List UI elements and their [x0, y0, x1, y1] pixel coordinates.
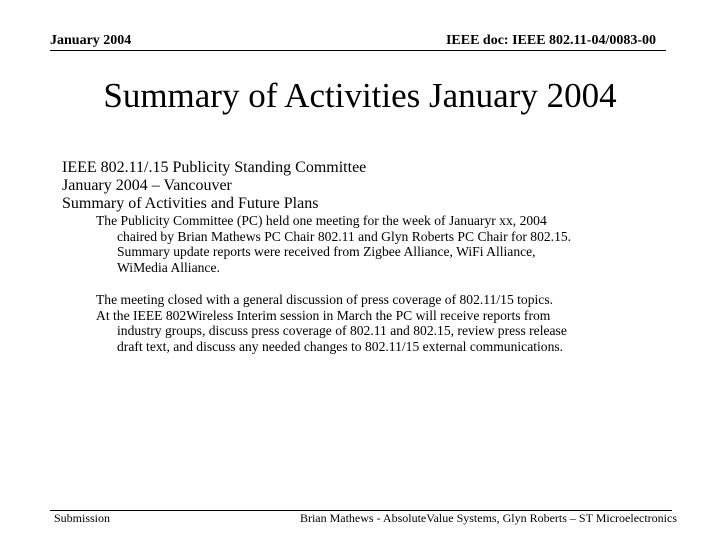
header-date: January 2004 — [50, 33, 132, 48]
paragraph-line: Summary update reports were received from Zigbee Alliance, WiFi Alliance, — [117, 244, 536, 260]
paragraph-line: industry groups, discuss press coverage of 802.11 and 802.15, review press release — [117, 323, 567, 339]
header-doc-id: IEEE doc: IEEE 802.11-04/0083-00 — [445, 33, 656, 48]
slide-title: Summary of Activities January 2004 — [103, 76, 617, 115]
paragraph-line: WiMedia Alliance. — [117, 260, 220, 276]
paragraph-line: chaired by Brian Mathews PC Chair 802.11 and Glyn Roberts PC Chair for 802.15. — [117, 228, 572, 244]
paragraph-future-plans — [96, 292, 567, 355]
paragraph-line: draft text, and discuss any needed changes to 802.11/15 external communications. — [117, 339, 564, 355]
heading-line-session: January 2004 – Vancouver — [62, 177, 232, 194]
heading-line-committee: IEEE 802.11/.15 Publicity Standing Committee — [62, 159, 367, 176]
header-rule — [50, 50, 666, 51]
heading-line-summary: Summary of Activities and Future Plans — [62, 195, 319, 212]
footer-authors: Brian Mathews - AbsoluteValue Systems, Glyn Roberts – ST Microelectronics — [299, 511, 677, 525]
paragraph-line: The meeting closed with a general discussion of press coverage of 802.11/15 topics. — [96, 292, 554, 307]
paragraph-line: At the IEEE 802Wireless Interim session in March the PC will receive reports from — [96, 307, 551, 323]
footer-submission: Submission — [54, 511, 111, 525]
paragraph-meeting-summary — [96, 213, 571, 276]
paragraph-line: The Publicity Committee (PC) held one meeting for the week of Januaryr xx, 2004 — [96, 213, 547, 228]
